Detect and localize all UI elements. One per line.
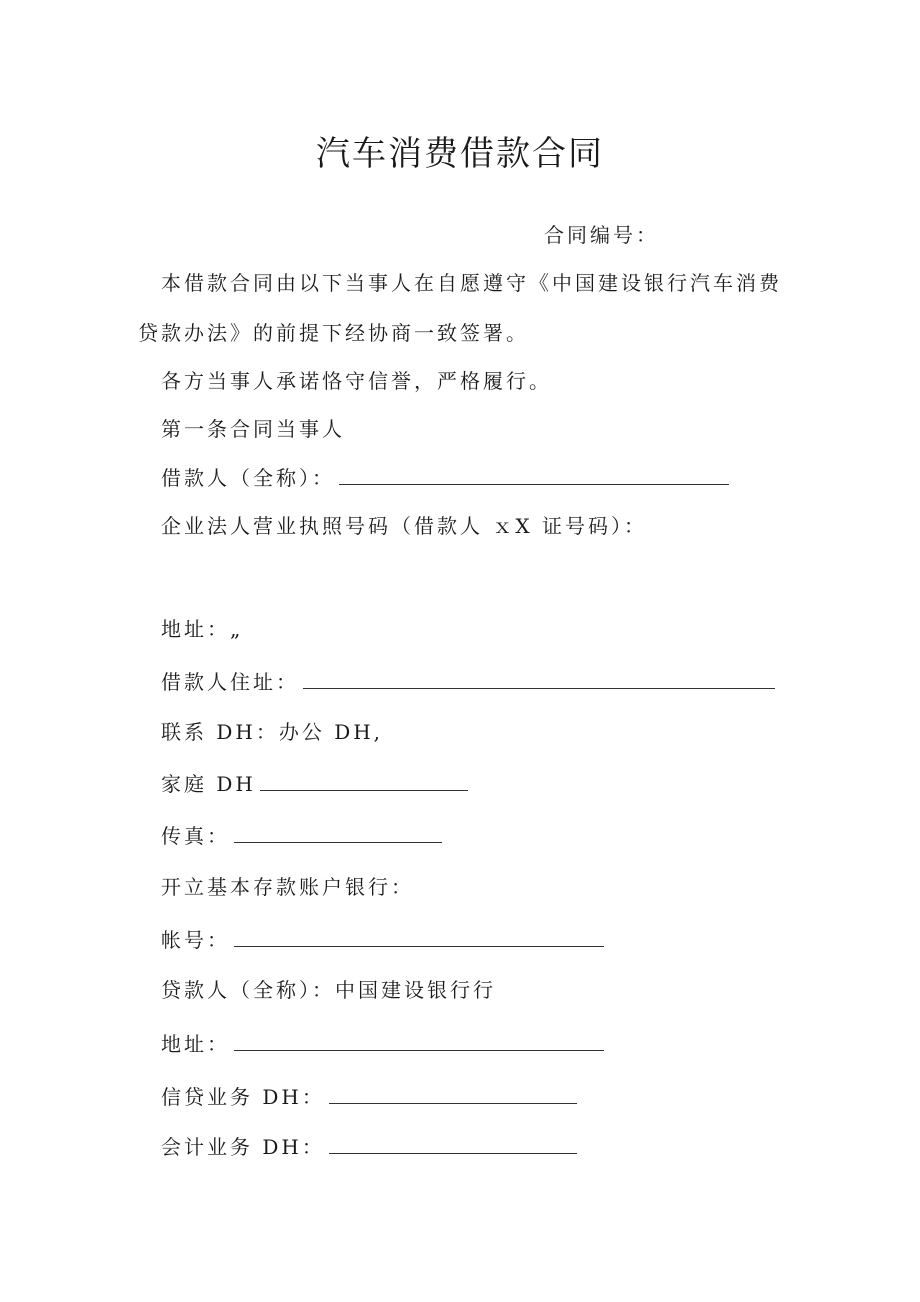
fax-blank[interactable] <box>234 820 442 843</box>
address-label: 地址：„ <box>161 617 244 641</box>
borrower-name-blank[interactable] <box>339 462 729 485</box>
intro-line-2: 贷款办法》的前提下经协商一致签署。 <box>138 321 529 345</box>
account-row <box>161 924 604 955</box>
license-number-label: 企业法人营业执照号码（借款人 ｘX 证号码）： <box>161 514 647 538</box>
lender-address-blank[interactable] <box>234 1028 604 1051</box>
promise-line: 各方当事人承诺恪守信誉，严格履行。 <box>161 369 552 393</box>
article-1-heading: 第一条合同当事人 <box>161 417 345 441</box>
account-label: 帐号： <box>161 928 230 952</box>
accounting-phone-row <box>161 1131 577 1162</box>
accounting-phone-label: 会计业务 DH： <box>161 1135 325 1159</box>
accounting-phone-blank[interactable] <box>329 1131 577 1154</box>
lender-address-label: 地址： <box>161 1032 230 1056</box>
credit-phone-blank[interactable] <box>329 1081 577 1104</box>
home-phone-blank[interactable] <box>260 768 468 791</box>
borrower-name-label: 借款人（全称）： <box>161 466 335 490</box>
fax-row <box>161 820 442 851</box>
contact-phone-label: 联系 DH：办公 DH, <box>161 720 384 744</box>
borrower-residence-label: 借款人住址： <box>161 670 299 694</box>
home-phone-label: 家庭 DH <box>161 772 256 796</box>
lender-name-label: 贷款人（全称）：中国建设银行行 <box>161 978 496 1002</box>
contract-number-label: 合同编号： <box>544 223 659 247</box>
fax-label: 传真： <box>161 824 230 848</box>
borrower-name-row <box>161 462 729 493</box>
home-phone-row <box>161 768 468 799</box>
document-title: 汽车消费借款合同 <box>316 134 604 174</box>
bank-label: 开立基本存款账户银行： <box>161 875 414 899</box>
borrower-residence-blank[interactable] <box>303 666 775 689</box>
borrower-residence-row <box>161 666 775 697</box>
credit-phone-label: 信贷业务 DH： <box>161 1085 325 1109</box>
credit-phone-row <box>161 1081 577 1112</box>
lender-address-row <box>161 1028 604 1059</box>
account-blank[interactable] <box>234 924 604 947</box>
intro-line-1: 本借款合同由以下当事人在自愿遵守《中国建设银行汽车消费 <box>161 271 782 295</box>
